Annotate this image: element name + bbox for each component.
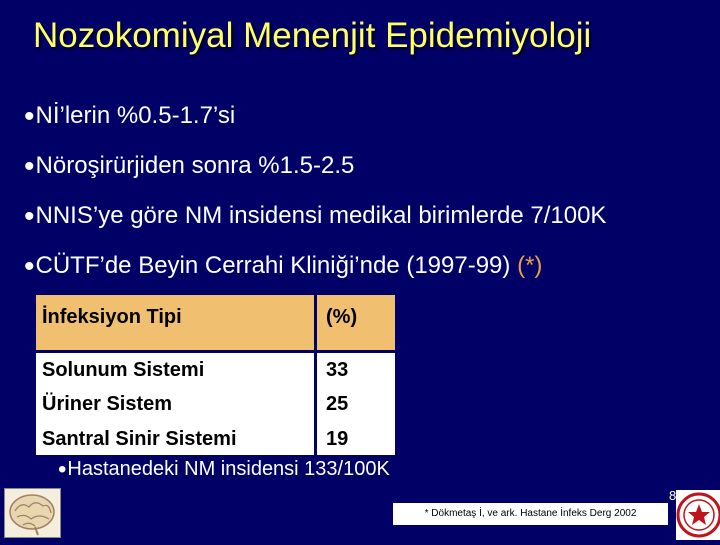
university-seal-icon	[676, 490, 720, 540]
table-cell: Üriner Sistem	[42, 393, 173, 415]
table-cell: Solunum Sistemi	[42, 359, 205, 381]
bullet-item	[24, 150, 354, 184]
table-header-cell: (%)	[326, 306, 358, 328]
bullet-dot-icon: •	[24, 150, 35, 183]
sub-bullet-item	[58, 456, 390, 484]
bullet-item	[24, 200, 606, 234]
bullet-dot-icon: •	[24, 250, 35, 283]
bullet-dot-icon: •	[24, 100, 35, 133]
bullet-text: Nöroşirürjiden sonra %1.5-2.5	[35, 152, 355, 179]
infection-type-table	[36, 295, 395, 455]
slide-title: Nozokomiyal Menenjit Epidemiyoloji	[33, 16, 592, 55]
citation-note: * Dökmetaş İ, ve ark. Hastane İnfeks Derg 2002	[393, 503, 668, 525]
table-header-divider	[36, 350, 395, 353]
bullet-text: NNIS’ye göre NM insidensi medikal birimlerde 7/100K	[35, 202, 607, 229]
bullet-text: CÜTF’de Beyin Cerrahi Kliniği’nde (1997-99)	[35, 252, 511, 279]
bullet-dot-icon: •	[24, 200, 35, 233]
bullet-item	[24, 100, 235, 134]
bullet-text: Nİ’lerin %0.5-1.7’si	[35, 102, 236, 129]
bullet-text: Hastanedeki NM insidensi 133/100K	[67, 458, 390, 480]
table-cell: 25	[326, 393, 349, 415]
table-cell: 33	[326, 359, 349, 381]
bullet-item	[24, 250, 542, 284]
page-number: 8	[669, 488, 677, 503]
brain-logo-icon	[4, 488, 61, 538]
citation-asterisk: (*)	[517, 252, 543, 279]
table-header-cell: İnfeksiyon Tipi	[42, 306, 182, 328]
table-cell: 19	[326, 428, 349, 450]
table-cell: Santral Sinir Sistemi	[42, 428, 237, 450]
table-column-divider	[314, 295, 317, 455]
bullet-dot-icon: •	[58, 456, 67, 483]
